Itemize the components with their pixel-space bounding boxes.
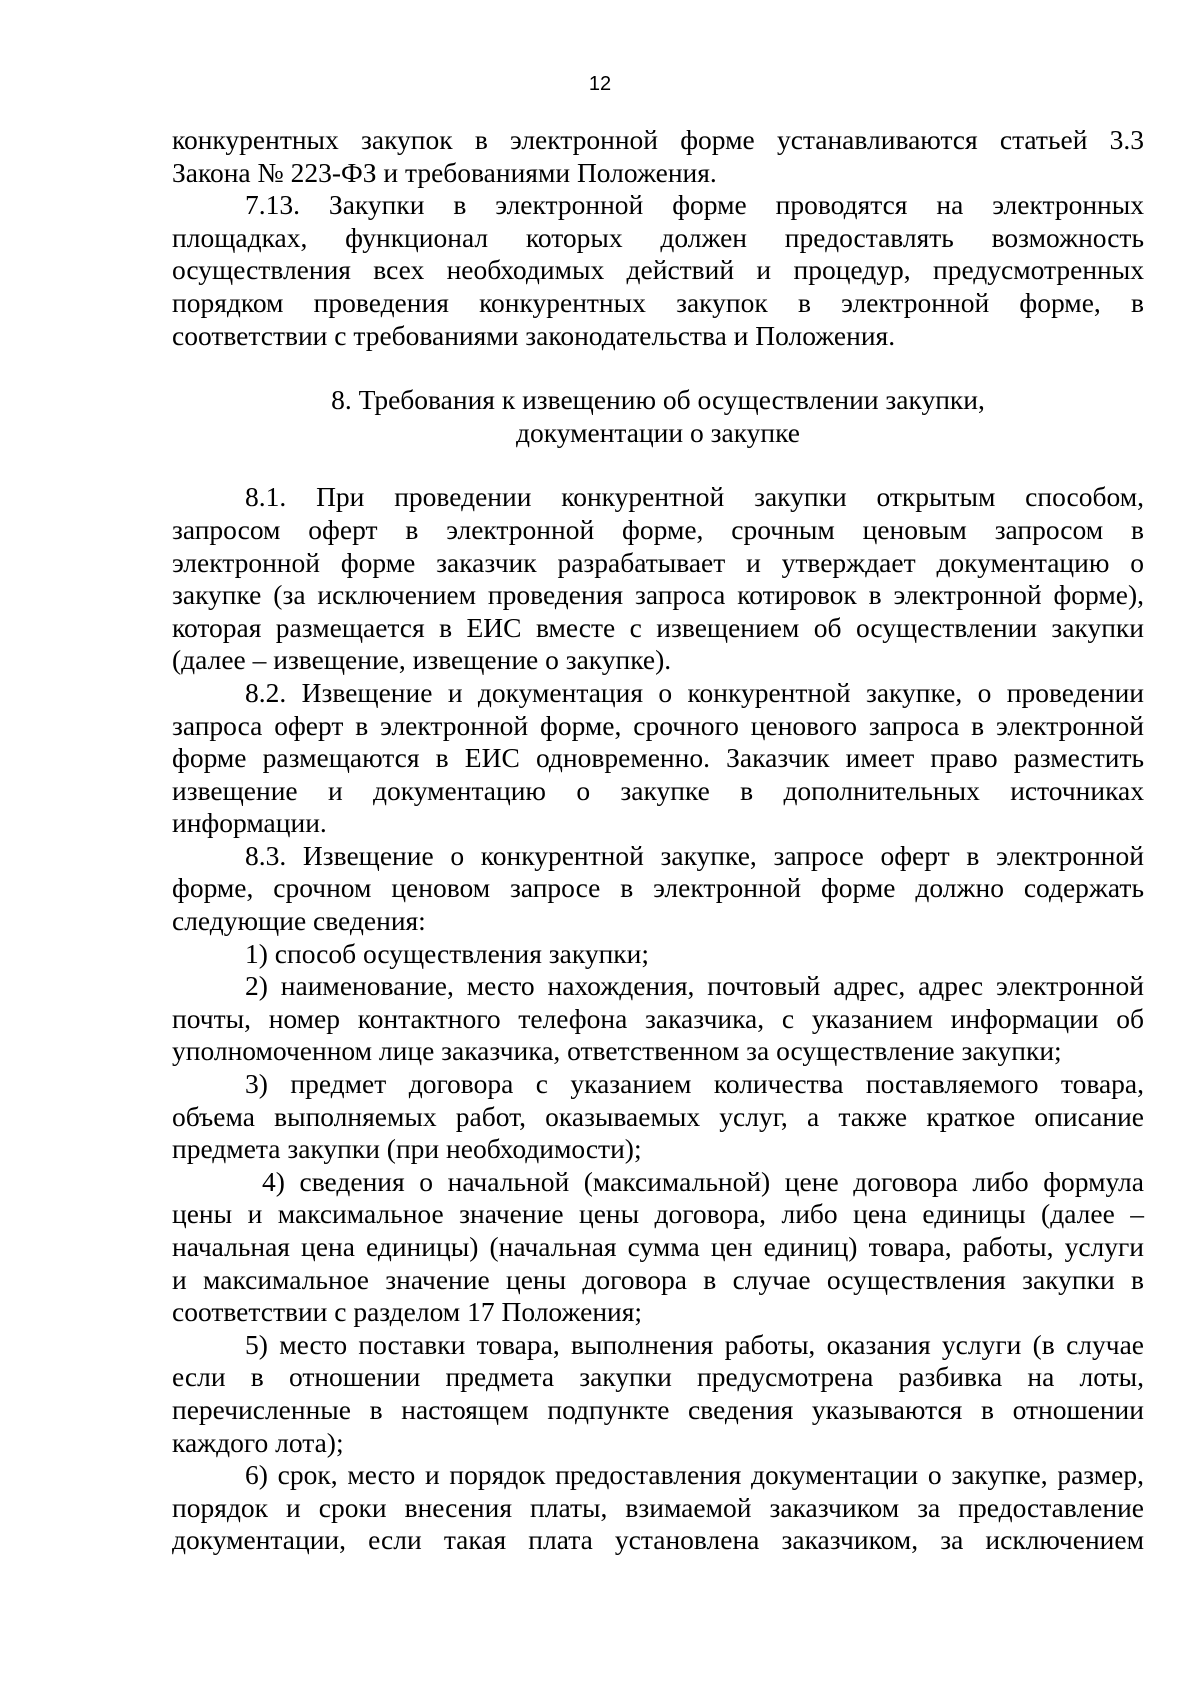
list-item-line: 4) сведения о начальной (максимальной) цене договора либо формула — [262, 1165, 1144, 1197]
list-item-line: объема выполняемых работ, оказываемых услуг, а также краткое описание — [172, 1100, 1144, 1132]
list-item-line: документации, если такая плата установлена заказчиком, за исключением — [172, 1524, 1144, 1556]
list-item-line: и максимальное значение цены договора в случае осуществления закупки в — [172, 1263, 1144, 1295]
text-line: электронной форме заказчик разрабатывает и утверждает документацию о — [172, 546, 1144, 578]
text-line: информации. — [172, 807, 327, 839]
list-item-line: перечисленные в настоящем подпункте сведения указываются в отношении — [172, 1393, 1144, 1425]
text-line: 7.13. Закупки в электронной форме проводятся на электронных — [245, 189, 1144, 221]
text-line: (далее – извещение, извещение о закупке). — [172, 644, 672, 676]
text-line: форме размещаются в ЕИС одновременно. Заказчик имеет право разместить — [172, 742, 1144, 774]
text-line: площадках, функционал которых должен предоставлять возможность — [172, 221, 1144, 253]
text-line: закупке (за исключением проведения запроса котировок в электронной форме), — [172, 579, 1144, 611]
text-line: порядком проведения конкурентных закупок в электронной форме, в — [172, 286, 1144, 318]
list-item-line: соответствии с разделом 17 Положения; — [172, 1296, 643, 1328]
list-item-line: 6) срок, место и порядок предоставления документации о закупке, размер, — [245, 1459, 1144, 1491]
section-heading-line: документации о закупке — [515, 416, 801, 448]
list-item-line: предмета закупки (при необходимости); — [172, 1133, 642, 1165]
text-line: которая размещается в ЕИС вместе с извещением об осуществлении закупки — [172, 611, 1144, 643]
text-line: соответствии с требованиями законодательства и Положения. — [172, 319, 896, 351]
document-body — [172, 124, 1144, 1557]
list-item-line: каждого лота); — [172, 1426, 344, 1458]
text-line: конкурентных закупок в электронной форме устанавливаются статьей 3.3 — [172, 124, 1144, 155]
text-line: осуществления всех необходимых действий и процедур, предусмотренных — [172, 254, 1144, 286]
list-item-line: 3) предмет договора с указанием количества поставляемого товара, — [245, 1068, 1144, 1100]
text-line: форме, срочном ценовом запросе в электронной форме должно содержать — [172, 872, 1144, 904]
list-item-line: порядок и сроки внесения платы, взимаемой заказчиком за предоставление — [172, 1491, 1144, 1523]
text-line: 8.2. Извещение и документация о конкурентной закупке, о проведении — [245, 676, 1144, 708]
section-heading-line: 8. Требования к извещению об осуществлении закупки, — [331, 384, 985, 416]
list-item-line: 1) способ осуществления закупки; — [245, 937, 650, 969]
text-line: запроса оферт в электронной форме, срочного ценового запроса в электронной — [172, 709, 1144, 741]
list-item-line: 2) наименование, место нахождения, почтовый адрес, адрес электронной — [245, 970, 1144, 1002]
text-line: следующие сведения: — [172, 905, 426, 937]
list-item-line: 5) место поставки товара, выполнения работы, оказания услуги (в случае — [245, 1328, 1144, 1360]
list-item-line: начальная цена единицы) (начальная сумма цен единиц) товара, работы, услуги — [172, 1231, 1144, 1262]
text-line: 8.3. Извещение о конкурентной закупке, запросе оферт в электронной — [245, 839, 1144, 871]
list-item-line: цены и максимальное значение цены договора, либо цена единицы (далее – — [172, 1198, 1144, 1230]
list-item-line: почты, номер контактного телефона заказчика, с указанием информации об — [172, 1002, 1144, 1034]
section-heading — [172, 384, 1144, 449]
text-line: 8.1. При проведении конкурентной закупки открытым способом, — [245, 481, 1144, 513]
list-item-line: уполномоченном лице заказчика, ответственном за осуществление закупки; — [172, 1035, 1062, 1067]
text-line: Закона № 223-ФЗ и требованиями Положения. — [172, 156, 717, 188]
text-line: извещение и документацию о закупке в дополнительных источниках — [172, 774, 1144, 806]
text-line: запросом оферт в электронной форме, срочным ценовым запросом в — [172, 513, 1144, 545]
page-number: 12 — [588, 73, 612, 95]
list-item-line: если в отношении предмета закупки предусмотрена разбивка на лоты, — [172, 1361, 1144, 1393]
